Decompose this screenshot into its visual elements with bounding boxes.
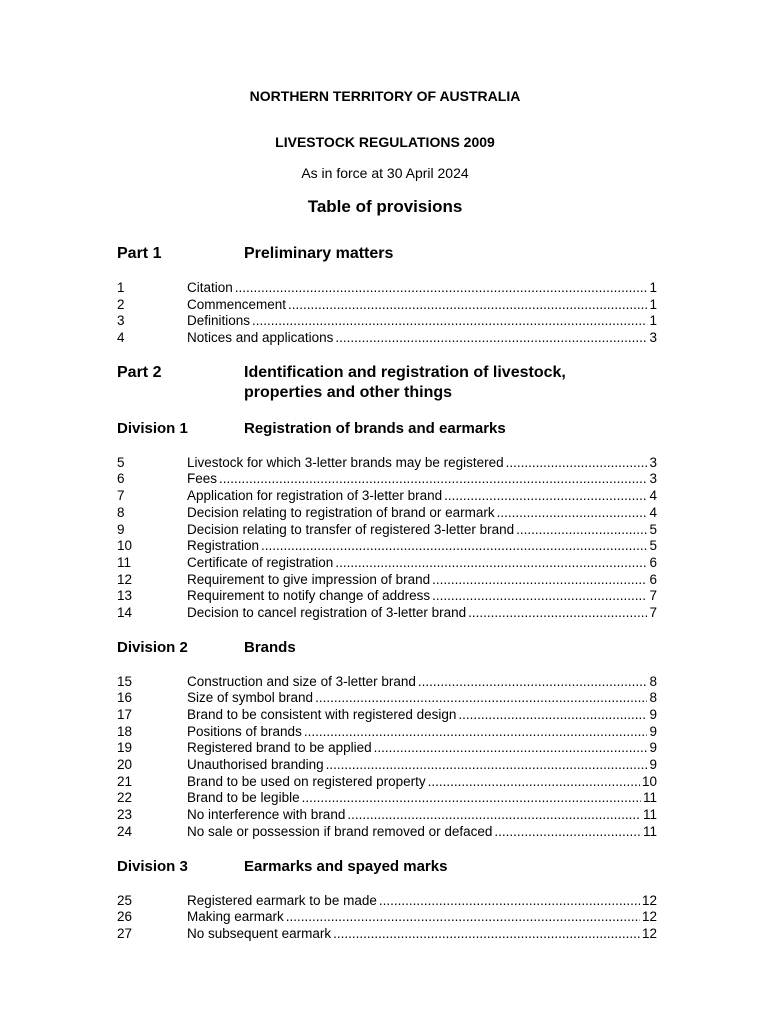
toc-entry-number: 16 [117,690,133,706]
toc-entry-title[interactable]: Citation [187,280,233,295]
toc-entry-title[interactable]: Certificate of registration [187,554,334,570]
dot-leader [347,807,641,824]
dot-leader [335,330,647,347]
toc-entry-number: 6 [117,471,125,487]
toc-entry-number: 12 [117,571,133,587]
toc-entry-title[interactable]: Commencement [187,296,287,312]
toc-entry[interactable] [117,471,657,488]
toc-entry-text-line [187,926,657,943]
toc-entry-page: 5 [649,538,657,554]
division-label: Division 3 [117,857,188,875]
toc-entry-page: 1 [649,280,657,295]
toc-title: Table of provisions [307,197,463,216]
toc-entry-page: 8 [649,690,657,706]
toc-entry-title[interactable]: Registered earmark to be made [187,892,377,908]
toc-entry-number: 15 [117,673,133,689]
in-force-date: As in force at 30 April 2024 [301,165,469,181]
toc-entry-number: 26 [117,909,133,925]
dot-leader [379,893,640,910]
dot-leader [374,740,648,757]
toc-entry-number: 22 [117,790,133,806]
toc-entry-page: 4 [649,504,657,520]
toc-entry-title[interactable]: Size of symbol brand [187,690,314,706]
toc-entry-page: 1 [649,296,657,312]
toc-entry[interactable] [117,538,657,555]
toc-entry-page: 4 [649,488,657,504]
toc-entry-text-line [187,893,657,910]
toc-entry-page: 6 [649,554,657,570]
toc-entry-text-line [187,280,657,297]
part-title-line-2: properties and other things [244,383,453,401]
dot-leader [494,824,641,841]
dot-leader [302,790,641,807]
toc-entry[interactable] [117,790,657,807]
dot-leader [252,313,647,330]
dot-leader [468,605,647,622]
toc-entry-title[interactable]: Positions of brands [187,723,302,739]
toc-entry-title[interactable]: No interference with brand [187,807,346,823]
toc-entry[interactable] [117,740,657,757]
toc-entry-page: 1 [649,313,657,329]
toc-entry-number: 21 [117,773,133,789]
toc-entry-text-line [187,505,657,522]
toc-entry-page: 11 [642,790,657,806]
division-2-heading [117,638,657,658]
division-1-heading [117,419,657,439]
toc-entry-number: 25 [117,892,133,908]
division-title: Earmarks and spayed marks [244,857,448,875]
dot-leader [333,926,640,943]
dot-leader [288,297,647,314]
dot-leader [326,757,648,774]
division-title: Brands [244,638,296,656]
part-2-heading [117,363,657,403]
toc-entry-text-line [187,572,657,589]
toc-entry-title[interactable]: Making earmark [187,909,284,925]
part-1-entries [117,280,657,347]
toc-entry[interactable] [117,555,657,572]
toc-entry-number: 13 [117,588,133,604]
toc-entry-number: 18 [117,723,133,739]
toc-entry-title[interactable]: Requirement to notify change of address [187,588,431,604]
toc-entry-number: 27 [117,925,133,941]
toc-entry-text-line [187,724,657,741]
toc-entry-page: 7 [649,604,657,620]
part-title-line-1: Identification and registration of livestock, [244,363,566,381]
toc-entry-number: 9 [117,521,125,537]
toc-entry-page: 8 [649,673,657,689]
toc-entry[interactable] [117,313,657,330]
toc-entry-page: 12 [641,925,657,941]
toc-entry-text-line [187,588,657,605]
toc-entry[interactable] [117,893,657,910]
toc-entry-number: 20 [117,757,133,773]
toc-entry-page: 9 [649,707,657,722]
dot-leader [286,909,640,926]
toc-entry-title[interactable]: Construction and size of 3-letter brand [187,673,416,689]
toc-entry-number: 4 [117,330,125,346]
toc-entry[interactable] [117,807,657,824]
toc-entry-number: 1 [117,280,125,295]
part-title [244,363,657,403]
toc-entry-page: 7 [649,588,657,604]
toc-entry-page: 12 [641,892,657,908]
part-title: Preliminary matters [244,245,394,262]
dot-leader [432,572,647,589]
toc-entry-title[interactable]: No sale or possession if brand removed or defaced [187,823,493,839]
toc-entry-text-line [187,807,657,824]
toc-entry-title[interactable]: Application for registration of 3-letter brand [187,488,443,504]
toc-entry-text-line [187,909,657,926]
toc-entry-page: 11 [642,823,657,839]
toc-entry-text-line [187,555,657,572]
toc-entry-number: 11 [117,554,132,570]
toc-entry-number: 19 [117,740,133,756]
toc-entry-title[interactable]: Brand to be legible [187,790,300,806]
toc-entry[interactable] [117,280,657,297]
toc-entry[interactable] [117,522,657,539]
toc-entry-text-line [187,674,657,691]
toc-entry-text-line [187,297,657,314]
toc-entry-title[interactable]: Registration [187,538,260,554]
dot-leader [458,707,647,724]
toc-entry[interactable] [117,505,657,522]
toc-entry-text-line [187,824,657,841]
dot-leader [428,774,640,791]
toc-entry[interactable] [117,824,657,841]
toc-entry-page: 9 [649,723,657,739]
dot-leader [497,505,648,522]
toc-entry-title[interactable]: Unauthorised branding [187,757,324,773]
toc-entry-text-line [187,313,657,330]
toc-entry-title[interactable]: Decision to cancel registration of 3-letter brand [187,604,467,620]
dot-leader [235,280,648,297]
division-1-entries [117,455,657,622]
toc-entry-text-line [187,522,657,539]
toc-entry-page: 3 [649,330,657,346]
toc-entry[interactable] [117,774,657,791]
toc-entry-page: 3 [649,471,657,487]
toc-entry-number: 23 [117,807,133,823]
dot-leader [418,674,648,691]
toc-entry-text-line [187,488,657,505]
part-label: Part 1 [117,245,162,262]
toc-entry[interactable] [117,455,657,472]
toc-entry-page: 6 [649,571,657,587]
jurisdiction-heading: NORTHERN TERRITORY OF AUSTRALIA [249,88,521,104]
dot-leader [335,555,647,572]
division-label: Division 2 [117,638,188,656]
toc-entry[interactable] [117,572,657,589]
toc-entry-number: 3 [117,313,125,329]
dot-leader [506,455,648,472]
toc-entry-title[interactable]: Notices and applications [187,330,334,346]
table-of-provisions [117,244,657,943]
part-1-heading [117,244,657,264]
toc-entry-title[interactable]: Livestock for which 3-letter brands may be registered [187,454,504,470]
toc-entry-title[interactable]: Fees [187,471,218,487]
toc-entry-title[interactable]: No subsequent earmark [187,925,332,941]
toc-entry-number: 14 [117,604,133,620]
toc-entry-text-line [187,605,657,622]
toc-entry-number: 17 [117,707,133,722]
toc-entry-text-line [187,740,657,757]
toc-entry-text-line [187,790,657,807]
toc-entry[interactable] [117,707,657,724]
dot-leader [516,522,647,539]
toc-entry-title[interactable]: Decision relating to registration of brand or earmark [187,504,495,520]
dot-leader [432,588,647,605]
toc-entry[interactable] [117,297,657,314]
toc-entry-page: 5 [649,521,657,537]
toc-entry-text-line [187,330,657,347]
toc-entry-text-line [187,774,657,791]
part-label: Part 2 [117,363,162,381]
toc-entry-title[interactable]: Registered brand to be applied [187,740,372,756]
dot-leader [219,471,647,488]
toc-entry-text-line [187,455,657,472]
toc-entry[interactable] [117,330,657,347]
dot-leader [315,690,647,707]
toc-entry-title[interactable]: Brand to be used on registered property [187,773,426,789]
toc-entry-page: 9 [649,757,657,773]
toc-entry[interactable] [117,757,657,774]
toc-entry-title[interactable]: Requirement to give impression of brand [187,571,431,587]
dot-leader [304,724,648,741]
toc-entry[interactable] [117,605,657,622]
division-3-heading [117,857,657,877]
dot-leader [261,538,647,555]
toc-entry[interactable] [117,674,657,691]
dot-leader [444,488,647,505]
toc-entry-number: 7 [117,488,125,504]
toc-entry-text-line [187,471,657,488]
toc-entry[interactable] [117,926,657,943]
toc-entry-number: 5 [117,454,125,470]
toc-entry-page: 11 [642,807,657,823]
toc-entry-number: 8 [117,504,125,520]
toc-entry-title[interactable]: Brand to be consistent with registered design [187,707,457,722]
toc-entry-page: 9 [649,740,657,756]
toc-entry[interactable] [117,588,657,605]
toc-entry[interactable] [117,488,657,505]
toc-entry-text-line [187,538,657,555]
division-2-entries [117,674,657,841]
toc-entry-number: 10 [117,538,133,554]
toc-entry-page: 3 [649,454,657,470]
toc-entry-text-line [187,690,657,707]
division-label: Division 1 [117,419,188,437]
division-title: Registration of brands and earmarks [244,419,506,437]
toc-entry[interactable] [117,724,657,741]
toc-entry-page: 12 [641,909,657,925]
division-3-entries [117,893,657,943]
toc-entry-text-line [187,757,657,774]
toc-entry-title[interactable]: Definitions [187,313,251,329]
toc-entry[interactable] [117,909,657,926]
toc-entry-text-line [187,707,657,724]
toc-entry-page: 10 [641,773,657,789]
toc-entry-number: 2 [117,296,125,312]
regulation-title: LIVESTOCK REGULATIONS 2009 [275,134,495,150]
toc-entry-number: 24 [117,823,133,839]
toc-entry[interactable] [117,690,657,707]
toc-entry-title[interactable]: Decision relating to transfer of registered 3-letter brand [187,521,515,537]
